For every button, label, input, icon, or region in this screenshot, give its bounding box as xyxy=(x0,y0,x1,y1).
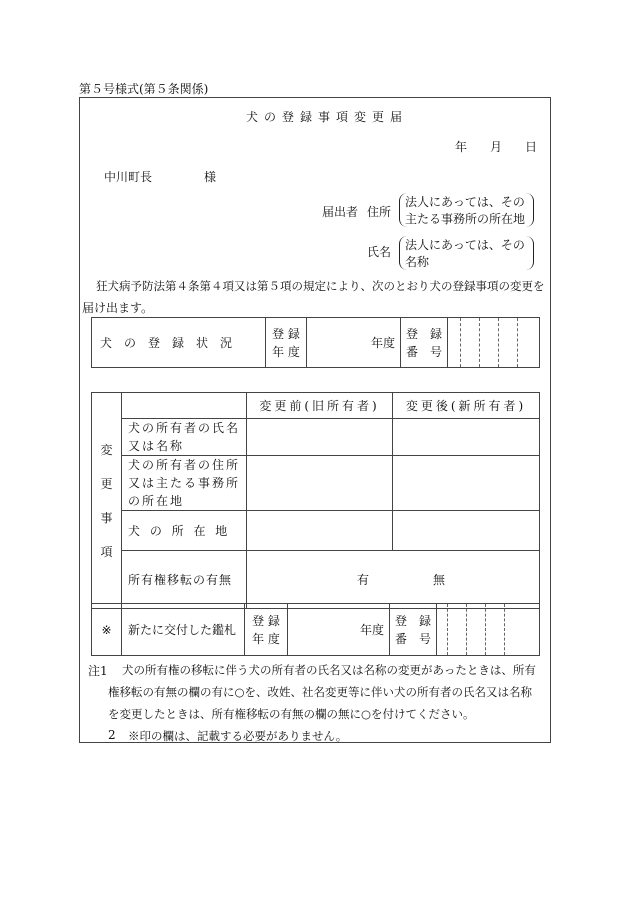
registration-number-field xyxy=(448,318,540,368)
row-owner-name-label: 犬の所有者の氏名 又は名称 xyxy=(122,419,247,456)
owner-address-after xyxy=(393,456,540,511)
changes-side-label: 変 更 事 項 xyxy=(92,393,122,609)
tag-table xyxy=(91,603,540,656)
column-after: 変更後(新所有者) xyxy=(393,393,540,419)
note2-prefix: 2 xyxy=(108,728,116,742)
note1-line1: 犬の所有権の移転に伴う犬の所有者の氏名又は名称の変更があったときは、所有 xyxy=(122,663,536,677)
form-number: 第５号様式(第５条関係) xyxy=(79,82,209,96)
date-day: 日 xyxy=(525,140,538,154)
owner-name-before xyxy=(247,419,393,456)
dog-location-before xyxy=(247,511,393,551)
note2-text: ※印の欄は、記載する必要がありません。 xyxy=(128,729,348,743)
row-owner-address-label: 犬の所有者の住所 又は主たる事務所 の所在地 xyxy=(122,456,247,511)
transfer-options xyxy=(247,551,540,609)
date-month: 月 xyxy=(490,140,503,154)
name-label: 氏名 xyxy=(367,245,392,259)
tag-mark: ※ xyxy=(92,604,122,656)
owner-address-before xyxy=(247,456,393,511)
form-title: 犬の登録事項変更届 xyxy=(246,110,409,124)
row-transfer-label: 所有権移転の有無 xyxy=(122,551,247,609)
address-note-line1: 法人にあっては、その xyxy=(405,195,525,209)
transfer-yes: 有 xyxy=(357,573,370,587)
dog-location-after xyxy=(393,511,540,551)
name-note-line2: 名称 xyxy=(405,255,430,269)
registration-number-label: 登 録 番 号 xyxy=(401,318,448,368)
tag-year-label: 登 録 年 度 xyxy=(245,604,288,656)
tag-year-field: 年度 xyxy=(288,604,390,656)
statement-line2: 届け出ます。 xyxy=(82,301,154,315)
note1-line2: 権移転の有無の欄の有に○を、改姓、社名変更等に伴い犬の所有者の氏名又は名称 xyxy=(108,685,533,699)
note1-prefix: 注1 xyxy=(88,664,108,678)
registration-table xyxy=(91,317,540,368)
header-blank xyxy=(122,393,247,419)
date-year: 年 xyxy=(455,140,468,154)
row-dog-location-label: 犬 の 所 在 地 xyxy=(122,511,247,551)
column-before: 変更前(旧所有者) xyxy=(247,393,393,419)
applicant-label: 届出者 xyxy=(322,205,359,219)
addressee-name: 中川町長 xyxy=(104,170,153,184)
registration-year-field: 年度 xyxy=(307,318,401,368)
transfer-no: 無 xyxy=(433,573,446,587)
tag-label: 新たに交付した鑑札 xyxy=(122,604,245,656)
registration-year-label: 登 録 年 度 xyxy=(266,318,307,368)
tag-number-field xyxy=(437,604,540,656)
registration-label: 犬 の 登 録 状 況 xyxy=(92,318,266,368)
statement-line1: 狂犬病予防法第４条第４項又は第５項の規定により、次のとおり犬の登録事項の変更を xyxy=(96,279,545,293)
addressee-honorific: 様 xyxy=(204,170,217,184)
tag-number-label: 登 録 番 号 xyxy=(390,604,437,656)
name-note-line1: 法人にあっては、その xyxy=(405,238,525,252)
changes-table xyxy=(91,392,540,609)
owner-name-after xyxy=(393,419,540,456)
address-label: 住所 xyxy=(367,205,392,219)
note1-line3: を変更したときは、所有権移転の有無の欄の無に○を付けてください。 xyxy=(108,707,475,721)
address-note-line2: 主たる事務所の所在地 xyxy=(405,212,526,226)
